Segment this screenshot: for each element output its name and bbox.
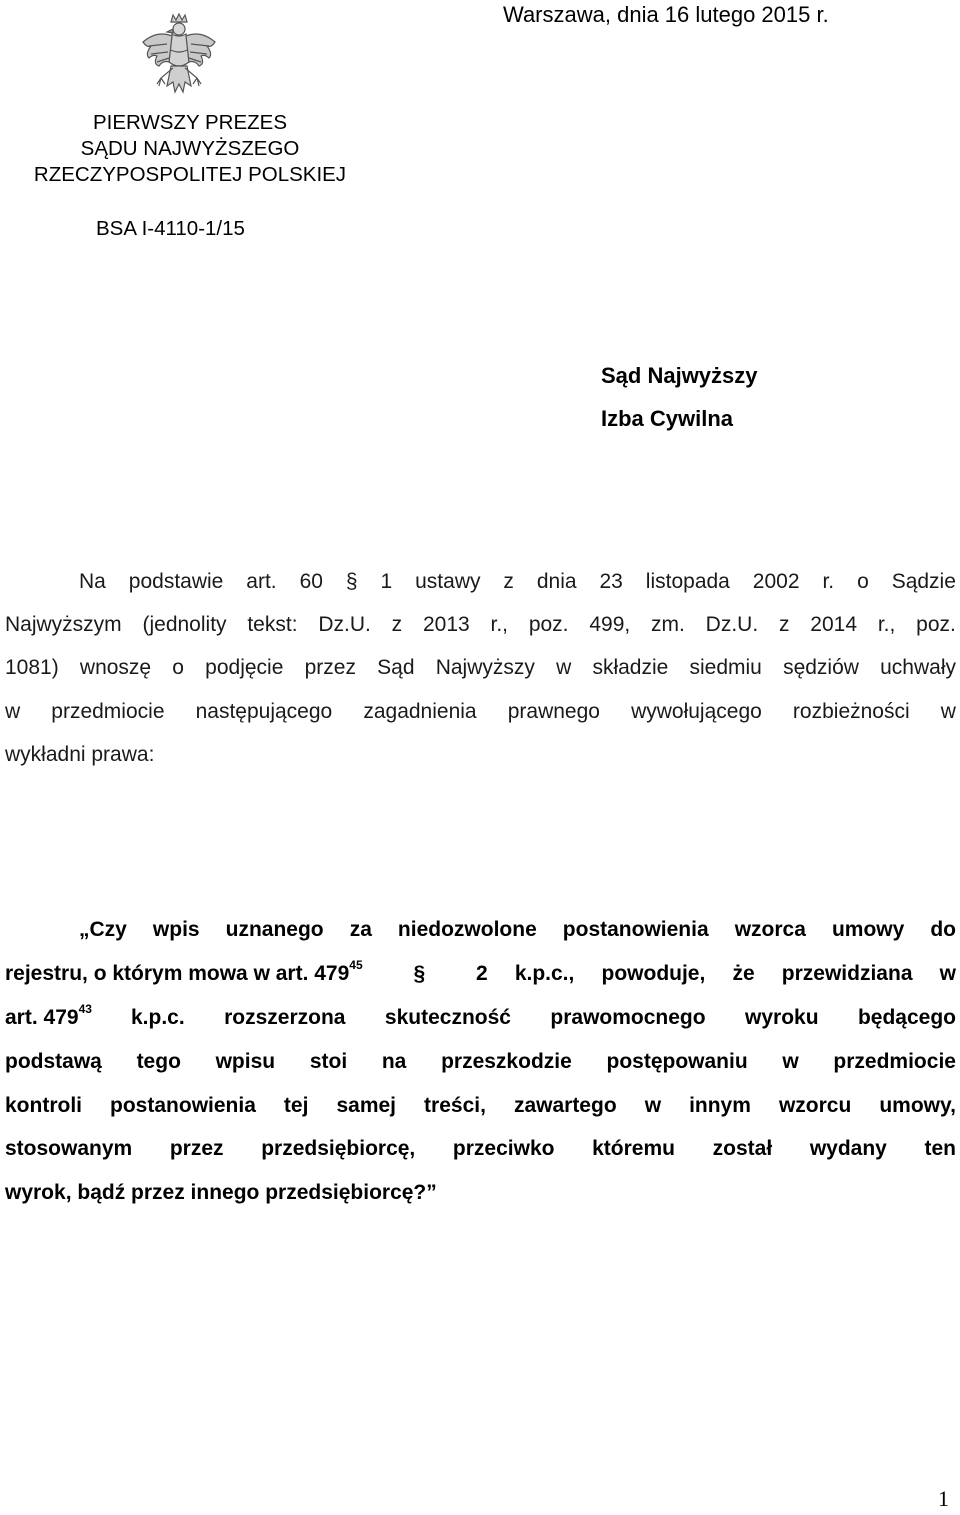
word: postanowienia [110,1094,256,1117]
word: do [930,918,956,941]
word: powoduje, [601,962,706,985]
word: ustawy [415,570,481,593]
word: przez [304,656,356,679]
word: 1081) [5,656,59,679]
question-text [131,1006,956,1030]
word: poz. [528,613,569,636]
word: dnia [536,570,577,593]
question-line [5,1181,437,1205]
word: kontroli [5,1094,82,1117]
word: na [381,1050,407,1073]
word: podstawie [128,570,224,593]
word: rozszerzona [224,1006,346,1029]
word: przedsiębiorcę, [261,1137,416,1160]
word: postępowaniu [606,1050,748,1073]
word: prawnego [507,700,600,723]
word: zawartego [513,1094,617,1117]
office-line: PIERWSZY PREZES [92,111,288,134]
addressee-court: Sąd Najwyższy [601,363,758,388]
word: 60 [299,570,323,593]
word: wydany [809,1137,887,1160]
word: postanowienia [562,918,709,941]
word: o [857,570,869,593]
word: prawomocnego [550,1006,706,1029]
word: w [939,962,956,985]
word: umowy, [879,1094,956,1117]
paragraph-line [5,656,956,680]
word: 23 [599,570,623,593]
word: ten [924,1137,956,1160]
word: r. [822,570,835,593]
word: podstawą [5,1050,102,1073]
question-text: art. $479^{43}$ [5,1002,92,1029]
word: Najwyższym [5,613,122,636]
question-line [79,918,956,942]
case-signature: BSA I-4110-1/15 [96,217,245,240]
word: w [782,1050,799,1073]
word: w [5,700,21,723]
word: z [778,613,790,636]
word: k.p.c., [514,962,575,985]
addressee-chamber: Izba Cywilna [601,406,734,431]
word: zm. [651,613,685,636]
word: innym [689,1094,751,1117]
word: wzorcu [778,1094,852,1117]
office-line: RZECZYPOSPOLITEJ POLSKIEJ [33,163,347,186]
word: „Czy [79,918,127,941]
question-line [5,1002,956,1030]
word: § [345,570,358,593]
word: r., [877,613,896,636]
word: następującego [195,700,333,723]
word: za [349,918,372,941]
word: 499, [589,613,631,636]
addressee [601,354,758,440]
word: art. [246,570,277,593]
question-text [476,962,956,986]
paragraph-line [5,700,956,724]
word: przeciwko [452,1137,555,1160]
word: w [940,700,956,723]
word: z [503,570,514,593]
question-line [5,1050,956,1074]
word: przedmiocie [833,1050,956,1073]
section-sign: § [413,962,426,985]
word: przewidziana [781,962,913,985]
question-text: rejestru, o którym mowa w art. $479^{45}$ [5,958,363,985]
word: przedmiocie [51,700,165,723]
word: Najwyższy [435,656,535,679]
word: że [732,962,755,985]
paragraph-line-text: wykładni prawa: [5,743,155,766]
question-line [5,958,956,986]
word: treści, [424,1094,486,1117]
word: wpisu [215,1050,276,1073]
word: składzie [592,656,669,679]
word: umowy [831,918,905,941]
word: samej [336,1094,397,1117]
word: przeszkodzie [441,1050,572,1073]
page-number: 1 [938,1486,949,1511]
word: z [391,613,403,636]
word: tej [283,1094,309,1117]
word: przez [169,1137,224,1160]
word: 2014 [810,613,858,636]
word: został [712,1137,773,1160]
word: Sąd [377,656,415,679]
word: uchwały [880,656,956,679]
word: zagadnienia [363,700,477,723]
word: 1 [380,570,393,593]
issuing-office [2,110,378,188]
word: 2013 [422,613,470,636]
word: k.p.c. [131,1006,185,1029]
word: wzorca [734,918,806,941]
word: stosowanym [5,1137,133,1160]
word: stoi [309,1050,348,1073]
word: w [644,1094,662,1117]
word: Dz.U. [705,613,759,636]
word: niedozwolone [397,918,537,941]
document-date: Warszawa, dnia 16 lutego 2015 r. [503,2,829,27]
word: 2 [476,962,488,985]
word: wywołującego [631,700,762,723]
word: siedmiu [689,656,762,679]
paragraph-line [5,613,956,637]
word: będącego [857,1006,956,1029]
word: Sądzie [891,570,956,593]
word: wnoszę [79,656,152,679]
superscript: 43 [78,1002,92,1016]
word: podjęcie [205,656,284,679]
word: o [172,656,184,679]
word: w [556,656,572,679]
word: r., [490,613,509,636]
word: wpis [152,918,200,941]
polish-eagle-icon [137,12,221,104]
word: tego [136,1050,181,1073]
word: rozbieżności [792,700,910,723]
paragraph-line [79,570,956,594]
word: uznanego [225,918,324,941]
word: listopada [645,570,730,593]
word: tekst: [247,613,298,636]
word: Dz.U. [318,613,371,636]
superscript: 45 [349,958,363,972]
word: 2002 [752,570,800,593]
question-line [5,1137,956,1161]
word: sędziów [783,656,859,679]
question-text: wyrok, bądź przez innego przedsiębiorcę?” [5,1181,437,1204]
word: (jednolity [142,613,227,636]
word: Na [79,570,106,593]
office-line: SĄDU NAJWYŻSZEGO [80,137,300,160]
word: wyroku [745,1006,819,1029]
word: poz. [916,613,956,636]
word: któremu [592,1137,675,1160]
word: skuteczność [384,1006,511,1029]
paragraph-line [5,743,154,767]
question-line [5,1094,956,1118]
